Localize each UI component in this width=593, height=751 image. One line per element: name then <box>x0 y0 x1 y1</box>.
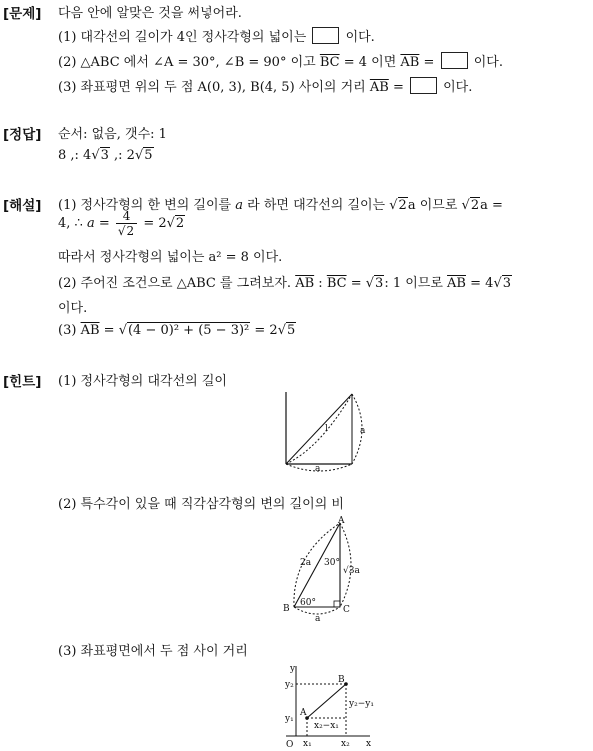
e1-root: 2 <box>398 198 407 213</box>
figure-special-triangle <box>282 515 372 623</box>
answer-line-1: 순서: 없음, 갯수: 1 <box>58 127 167 142</box>
answer-label: [정답] <box>3 127 42 143</box>
q3-end: 이다. <box>443 80 473 95</box>
problem-label: [문제] <box>3 6 42 22</box>
e1-text-b: 라 하면 대각선의 길이는 <box>247 198 386 213</box>
fig3-y-axis: y <box>290 664 296 674</box>
fig3-x-axis: x <box>366 739 372 749</box>
explanation-line-6: (3) $\overline{AB} = √(4 - 0)^2 + (5 - 3)^2 = 2√5$ <box>58 323 296 338</box>
fig2-B: B <box>283 604 290 614</box>
question-3 <box>58 76 472 95</box>
answer-box-3[interactable] <box>410 77 437 94</box>
q2-text-b: = 4 이면 <box>343 55 397 70</box>
e6-radical: (4 − 0)² + (5 − 3)² <box>127 323 250 338</box>
e2-text: 4, ∴ <box>58 216 83 231</box>
fig3-origin: O <box>286 740 294 750</box>
fig3-x1: x₁ <box>303 739 312 749</box>
fig3-x2: x₂ <box>341 739 350 749</box>
problem-intro: 다음 안에 알맞은 것을 써넣어라. <box>58 6 242 21</box>
fig3-dy: y₂−y₁ <box>349 699 374 709</box>
e1-text-d: a = <box>480 198 503 213</box>
explanation-line-4: (2) 주어진 조건으로 △ABC 를 그려보자. $\overline{AB}$ : $\overline{BC} = √3$: 1 이므로 $\overline{AB} = 4√3$ <box>58 276 512 291</box>
fig2-ang-b: 60° <box>300 598 316 608</box>
q3-eq: = <box>392 80 404 95</box>
answer-part-2: ,: 2 <box>109 148 135 163</box>
fig3-y1: y₁ <box>285 714 294 724</box>
figure-square-diagonal <box>280 388 390 473</box>
explanation-line-2: 4, ∴ a = $\frac{4}{√2}$ = 2√2 <box>58 209 185 238</box>
q2-text: (2) △ABC 에서 ∠A = 30°, ∠B = 90° 이고 <box>58 55 316 70</box>
fig3-A: A <box>300 708 307 718</box>
fig3-dx: x₂−x₁ <box>314 721 339 731</box>
hint-2: (2) 특수각이 있을 때 직각삼각형의 변의 길이의 비 <box>58 497 344 512</box>
e2-fraction: $\frac{4}{√2}$ <box>116 209 137 238</box>
q2-eq: = <box>423 55 435 70</box>
q3-text: (3) 좌표평면 위의 두 점 A(0, 3), B(4, 5) 사이의 거리 <box>58 80 366 95</box>
fig2-base: a <box>315 614 321 623</box>
q3-ab: $\overline{AB}$ <box>369 80 389 95</box>
answer-root-2: 5 <box>144 148 153 163</box>
e1-text-c: a 이므로 <box>407 198 458 213</box>
fig1-side-h-label: a <box>315 464 321 473</box>
q1-text: (1) 대각선의 길이가 4인 정사각형의 넓이는 <box>58 30 307 45</box>
answer-root-1: 3 <box>100 148 109 163</box>
explanation-line-1: (1) 정사각형의 한 변의 길이를 a 라 하면 대각선의 길이는 √2a 이므로 √2a = <box>58 198 503 213</box>
e4-text: (2) 주어진 조건으로 △ABC 를 그려보자. <box>58 276 292 291</box>
explanation-line-3: 따라서 정사각형의 넓이는 a² = 8 이다. <box>58 250 283 265</box>
answer-box-2[interactable] <box>441 52 468 69</box>
fig3-B: B <box>338 675 345 685</box>
answer-line-2: 8 ,: 4√3 ,: 2√5 <box>58 148 153 163</box>
fig3-y2: y₂ <box>285 680 294 690</box>
e1-text: (1) 정사각형의 한 변의 길이를 <box>58 198 232 213</box>
fig2-A: A <box>338 516 345 526</box>
fig2-ang-a: 30° <box>324 558 340 568</box>
explanation-label: [해설] <box>3 198 42 214</box>
q2-end: 이다. <box>473 55 503 70</box>
fig2-vert: √3a <box>343 566 360 576</box>
answer-part-1: 8 ,: 4 <box>58 148 92 163</box>
e2-var: a = <box>86 216 110 231</box>
hint-3: (3) 좌표평면에서 두 점 사이 거리 <box>58 644 248 659</box>
e2-result: = 2 <box>143 216 167 231</box>
explanation-line-5: 이다. <box>58 301 88 316</box>
q1-end: 이다. <box>345 30 375 45</box>
fig1-side-v-label: a <box>360 426 366 436</box>
figure-coordinate-distance <box>282 662 374 750</box>
q2-bc: $\overline{BC}$ <box>319 55 340 70</box>
question-2 <box>58 51 503 70</box>
answer-box-1[interactable] <box>312 27 339 44</box>
hint-1: (1) 정사각형의 대각선의 길이 <box>58 374 227 389</box>
fig2-C: C <box>343 605 350 615</box>
e1-var: a <box>235 198 243 213</box>
hint-label: [힌트] <box>3 374 42 390</box>
fig1-diag-label: l <box>325 424 328 434</box>
question-1 <box>58 26 375 45</box>
q2-ab: $\overline{AB}$ <box>400 55 420 70</box>
fig2-hyp: 2a <box>300 558 312 568</box>
